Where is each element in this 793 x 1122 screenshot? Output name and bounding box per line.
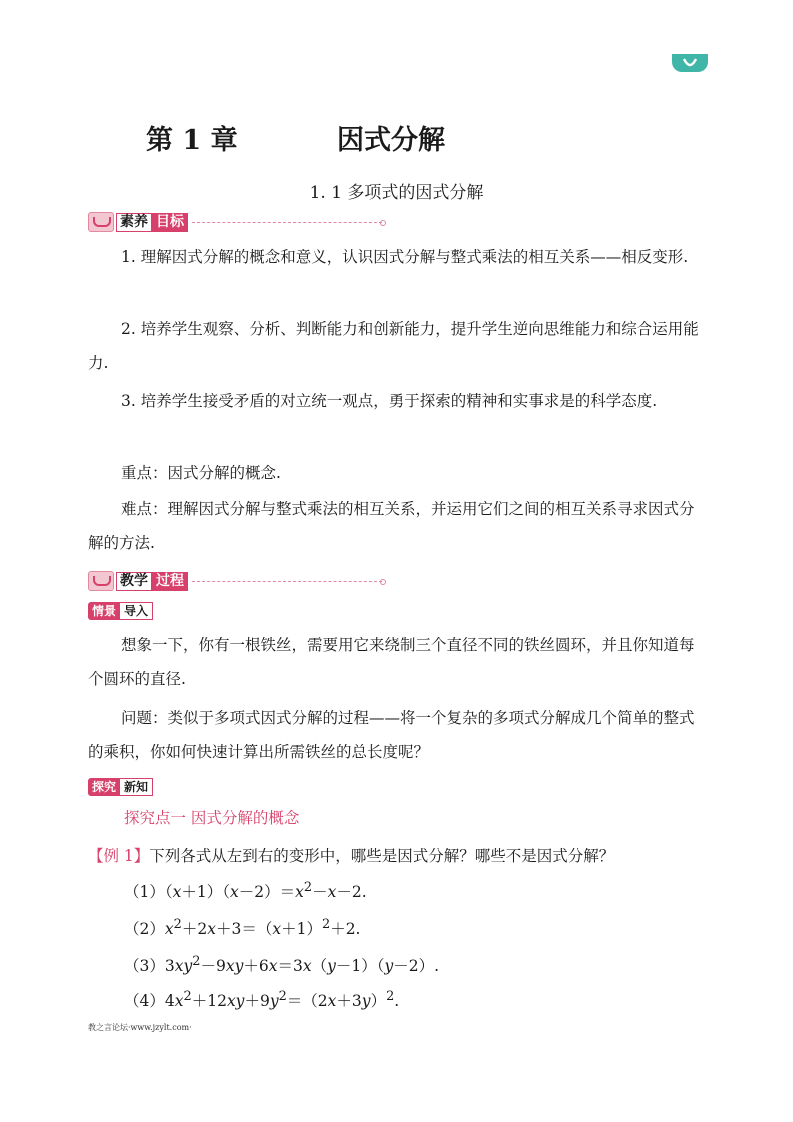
header-divider	[192, 581, 382, 582]
process-header-a: 教学	[116, 572, 152, 591]
example-item-3: $(3)3xy^2-9xy+6x=3x(y-1)(y-2)$.	[124, 954, 440, 976]
section-title: 1. 1 多项式的因式分解	[309, 183, 484, 203]
question-text: 问题：类似于多项式因式分解的过程——将一个复杂的多项式分解成几个简单的整式的乘积，你如何快速计算出所需铁丝的总长度呢？	[88, 709, 695, 761]
intro-tag-a: 情景	[88, 602, 120, 620]
difficulty: 难点：理解因式分解与整式乘法的相互关系，并运用它们之间的相互关系寻求因式分解的方法.	[88, 500, 695, 552]
intro-tag-b: 导入	[120, 602, 153, 620]
example-item-4: $(4)4x^2+12xy+9y^2=(2x+3y)^2$.	[124, 989, 400, 1011]
process-header-b: 过程	[152, 572, 188, 591]
intro-tag	[88, 602, 153, 620]
point-title: 探究点一 因式分解的概念	[124, 809, 300, 827]
example-text: 下列各式从左到右的变形中，哪些是因式分解？哪些不是因式分解？	[149, 847, 615, 865]
example-item-2: $(2)x^2+2x+3=(x+1)^2+2$.	[124, 917, 361, 939]
goals-header-a: 素养	[116, 213, 152, 232]
book-icon	[88, 571, 114, 591]
process-header	[88, 571, 382, 591]
goal-2: 2. 培养学生观察、分析、判断能力和创新能力，提升学生逆向思维能力和综合运用能力.	[88, 320, 699, 372]
example-item-1: $(1)(x+1)(x-2)=x^2-x-2$.	[124, 880, 367, 902]
example-label: 【例 1】	[88, 847, 150, 865]
chapter-number: 第 1 章	[146, 125, 238, 156]
goals-header-b: 目标	[152, 213, 188, 232]
example-1	[88, 839, 705, 873]
explore-tag	[88, 778, 153, 796]
bookmark-tab-icon	[672, 54, 708, 72]
goal-3: 3. 培养学生接受矛盾的对立统一观点，勇于探索的精神和实事求是的科学态度.	[121, 392, 658, 410]
chapter-title: 因式分解	[337, 125, 445, 156]
goal-1: 1. 理解因式分解的概念和意义，认识因式分解与整式乘法的相互关系——相反变形.	[121, 248, 689, 266]
key-point: 重点：因式分解的概念.	[121, 464, 281, 482]
header-divider	[192, 222, 382, 223]
explore-tag-b: 新知	[120, 778, 153, 796]
goals-header	[88, 212, 382, 232]
explore-tag-a: 探究	[88, 778, 120, 796]
page-footer: 教之言论坛·www.jzylt.com·	[88, 1023, 192, 1032]
book-icon	[88, 212, 114, 232]
intro-text: 想象一下，你有一根铁丝，需要用它来绕制三个直径不同的铁丝圆环，并且你知道每个圆环的直径.	[88, 636, 695, 688]
